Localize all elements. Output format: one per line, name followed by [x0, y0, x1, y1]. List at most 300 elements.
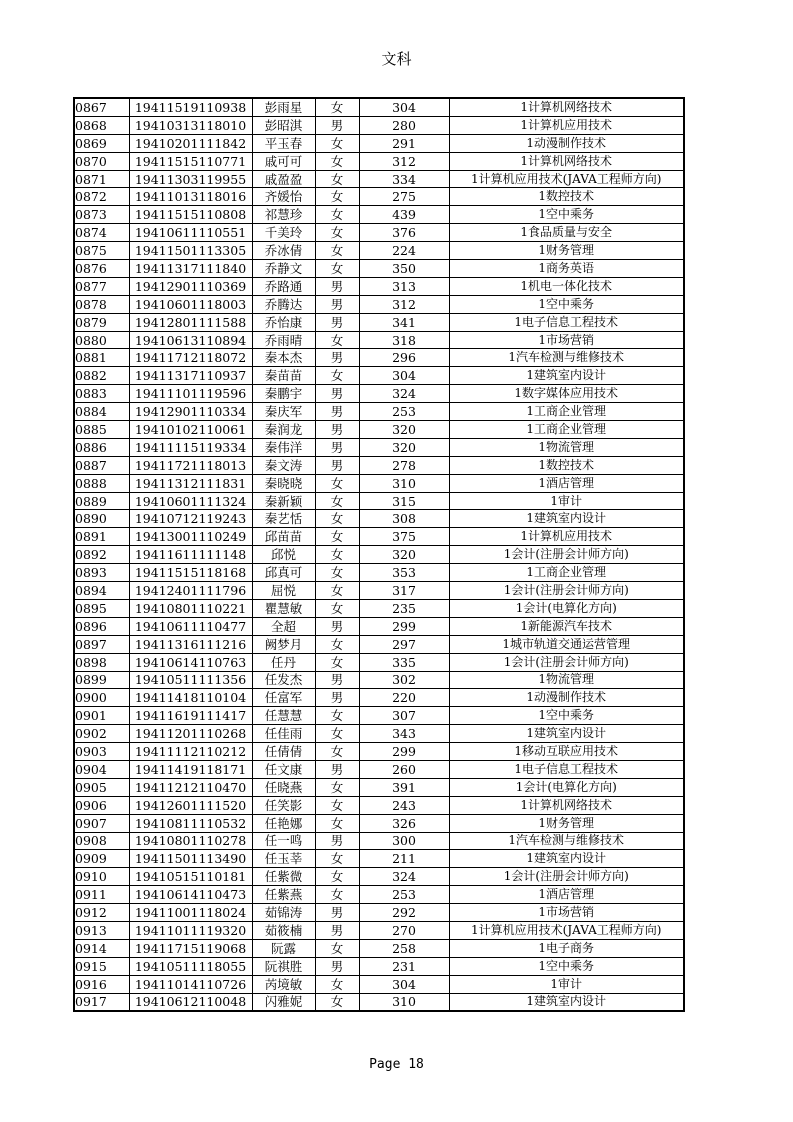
exam-id-cell: 19410601111324 — [129, 492, 252, 510]
score-cell: 310 — [359, 474, 449, 492]
major-cell: 1空中乘务 — [449, 295, 684, 313]
exam-id-cell: 19412901110334 — [129, 403, 252, 421]
name-cell: 乔静文 — [252, 260, 315, 278]
major-cell: 1工商企业管理 — [449, 421, 684, 439]
table-row — [74, 993, 684, 1011]
table-row — [74, 832, 684, 850]
name-cell: 乔冰倩 — [252, 242, 315, 260]
seq-cell: 0887 — [74, 456, 129, 474]
table-row — [74, 492, 684, 510]
major-cell: 1工商企业管理 — [449, 403, 684, 421]
gender-cell: 女 — [315, 707, 359, 725]
seq-cell: 0888 — [74, 474, 129, 492]
score-cell: 275 — [359, 188, 449, 206]
gender-cell: 男 — [315, 116, 359, 134]
major-cell: 1计算机应用技术 — [449, 528, 684, 546]
table-row — [74, 152, 684, 170]
gender-cell: 女 — [315, 331, 359, 349]
seq-cell: 0915 — [74, 957, 129, 975]
score-cell: 280 — [359, 116, 449, 134]
name-cell: 任佳雨 — [252, 725, 315, 743]
seq-cell: 0885 — [74, 421, 129, 439]
score-cell: 308 — [359, 510, 449, 528]
name-cell: 秦苗苗 — [252, 367, 315, 385]
seq-cell: 0882 — [74, 367, 129, 385]
table-row — [74, 421, 684, 439]
table-body — [74, 98, 684, 1011]
gender-cell: 女 — [315, 510, 359, 528]
table-row — [74, 474, 684, 492]
score-cell: 320 — [359, 438, 449, 456]
seq-cell: 0871 — [74, 170, 129, 188]
score-cell: 317 — [359, 582, 449, 600]
name-cell: 秦润龙 — [252, 421, 315, 439]
gender-cell: 男 — [315, 385, 359, 403]
seq-cell: 0877 — [74, 277, 129, 295]
score-cell: 299 — [359, 743, 449, 761]
gender-cell: 女 — [315, 546, 359, 564]
seq-cell: 0910 — [74, 868, 129, 886]
seq-cell: 0878 — [74, 295, 129, 313]
gender-cell: 男 — [315, 760, 359, 778]
major-cell: 1计算机网络技术 — [449, 796, 684, 814]
score-cell: 318 — [359, 331, 449, 349]
seq-cell: 0903 — [74, 743, 129, 761]
seq-cell: 0876 — [74, 260, 129, 278]
exam-id-cell: 19411519110938 — [129, 98, 252, 116]
gender-cell: 女 — [315, 188, 359, 206]
exam-id-cell: 19410102110061 — [129, 421, 252, 439]
table-row — [74, 796, 684, 814]
major-cell: 1城市轨道交通运营管理 — [449, 635, 684, 653]
seq-cell: 0916 — [74, 975, 129, 993]
seq-cell: 0897 — [74, 635, 129, 653]
seq-cell: 0896 — [74, 617, 129, 635]
gender-cell: 男 — [315, 313, 359, 331]
score-cell: 353 — [359, 564, 449, 582]
table-row — [74, 743, 684, 761]
score-cell: 211 — [359, 850, 449, 868]
gender-cell: 男 — [315, 349, 359, 367]
seq-cell: 0891 — [74, 528, 129, 546]
gender-cell: 男 — [315, 277, 359, 295]
gender-cell: 男 — [315, 403, 359, 421]
major-cell: 1电子信息工程技术 — [449, 313, 684, 331]
score-cell: 296 — [359, 349, 449, 367]
name-cell: 邱苗苗 — [252, 528, 315, 546]
exam-id-cell: 19411014110726 — [129, 975, 252, 993]
exam-id-cell: 19410515110181 — [129, 868, 252, 886]
score-cell: 312 — [359, 295, 449, 313]
major-cell: 1会计(注册会计师方向) — [449, 868, 684, 886]
score-cell: 375 — [359, 528, 449, 546]
exam-id-cell: 19410614110763 — [129, 653, 252, 671]
name-cell: 芮境敏 — [252, 975, 315, 993]
name-cell: 秦鹏宇 — [252, 385, 315, 403]
major-cell: 1会计(注册会计师方向) — [449, 546, 684, 564]
score-cell: 391 — [359, 778, 449, 796]
major-cell: 1计算机网络技术 — [449, 152, 684, 170]
name-cell: 秦艺恬 — [252, 510, 315, 528]
gender-cell: 女 — [315, 599, 359, 617]
gender-cell: 女 — [315, 635, 359, 653]
seq-cell: 0881 — [74, 349, 129, 367]
exam-id-cell: 19411515118168 — [129, 564, 252, 582]
exam-id-cell: 19411101119596 — [129, 385, 252, 403]
name-cell: 任艳娜 — [252, 814, 315, 832]
name-cell: 齐媛怡 — [252, 188, 315, 206]
major-cell: 1物流管理 — [449, 438, 684, 456]
seq-cell: 0904 — [74, 760, 129, 778]
major-cell: 1电子信息工程技术 — [449, 760, 684, 778]
score-cell: 376 — [359, 224, 449, 242]
major-cell: 1会计(电算化方向) — [449, 778, 684, 796]
seq-cell: 0894 — [74, 582, 129, 600]
score-cell: 320 — [359, 421, 449, 439]
major-cell: 1机电一体化技术 — [449, 277, 684, 295]
name-cell: 瞿慧敏 — [252, 599, 315, 617]
score-cell: 224 — [359, 242, 449, 260]
name-cell: 茹锦涛 — [252, 904, 315, 922]
major-cell: 1建筑室内设计 — [449, 993, 684, 1011]
major-cell: 1计算机应用技术 — [449, 116, 684, 134]
seq-cell: 0886 — [74, 438, 129, 456]
gender-cell: 女 — [315, 528, 359, 546]
score-cell: 291 — [359, 134, 449, 152]
gender-cell: 女 — [315, 367, 359, 385]
major-cell: 1物流管理 — [449, 671, 684, 689]
gender-cell: 女 — [315, 242, 359, 260]
name-cell: 秦新颖 — [252, 492, 315, 510]
table-row — [74, 224, 684, 242]
seq-cell: 0892 — [74, 546, 129, 564]
exam-id-cell: 19411011119320 — [129, 921, 252, 939]
table-row — [74, 939, 684, 957]
major-cell: 1酒店管理 — [449, 474, 684, 492]
name-cell: 任丹 — [252, 653, 315, 671]
seq-cell: 0868 — [74, 116, 129, 134]
seq-cell: 0890 — [74, 510, 129, 528]
major-cell: 1空中乘务 — [449, 206, 684, 224]
table-row — [74, 242, 684, 260]
name-cell: 茹筱楠 — [252, 921, 315, 939]
score-cell: 315 — [359, 492, 449, 510]
gender-cell: 女 — [315, 868, 359, 886]
table-row — [74, 134, 684, 152]
exam-id-cell: 19410801110221 — [129, 599, 252, 617]
name-cell: 任一鸣 — [252, 832, 315, 850]
table-row — [74, 814, 684, 832]
exam-id-cell: 19410611110551 — [129, 224, 252, 242]
major-cell: 1空中乘务 — [449, 707, 684, 725]
results-table — [73, 97, 685, 1012]
major-cell: 1市场营销 — [449, 904, 684, 922]
gender-cell: 男 — [315, 456, 359, 474]
table-row — [74, 671, 684, 689]
gender-cell: 女 — [315, 850, 359, 868]
seq-cell: 0870 — [74, 152, 129, 170]
gender-cell: 女 — [315, 492, 359, 510]
major-cell: 1数字媒体应用技术 — [449, 385, 684, 403]
score-cell: 292 — [359, 904, 449, 922]
exam-id-cell: 19411418110104 — [129, 689, 252, 707]
gender-cell: 男 — [315, 832, 359, 850]
gender-cell: 女 — [315, 725, 359, 743]
name-cell: 秦本杰 — [252, 349, 315, 367]
score-cell: 334 — [359, 170, 449, 188]
major-cell: 1数控技术 — [449, 188, 684, 206]
name-cell: 乔怡康 — [252, 313, 315, 331]
major-cell: 1财务管理 — [449, 814, 684, 832]
exam-id-cell: 19410511111356 — [129, 671, 252, 689]
name-cell: 任富军 — [252, 689, 315, 707]
score-cell: 313 — [359, 277, 449, 295]
table-row — [74, 98, 684, 116]
table-row — [74, 653, 684, 671]
exam-id-cell: 19411712118072 — [129, 349, 252, 367]
major-cell: 1电子商务 — [449, 939, 684, 957]
gender-cell: 女 — [315, 98, 359, 116]
table-row — [74, 277, 684, 295]
table-row — [74, 778, 684, 796]
name-cell: 秦庆军 — [252, 403, 315, 421]
major-cell: 1审计 — [449, 492, 684, 510]
major-cell: 1空中乘务 — [449, 957, 684, 975]
gender-cell: 女 — [315, 796, 359, 814]
gender-cell: 女 — [315, 975, 359, 993]
name-cell: 乔雨晴 — [252, 331, 315, 349]
exam-id-cell: 19411303119955 — [129, 170, 252, 188]
major-cell: 1数控技术 — [449, 456, 684, 474]
gender-cell: 男 — [315, 421, 359, 439]
gender-cell: 女 — [315, 743, 359, 761]
name-cell: 彭昭淇 — [252, 116, 315, 134]
major-cell: 1工商企业管理 — [449, 564, 684, 582]
name-cell: 任文康 — [252, 760, 315, 778]
name-cell: 全超 — [252, 617, 315, 635]
gender-cell: 女 — [315, 206, 359, 224]
major-cell: 1动漫制作技术 — [449, 134, 684, 152]
table-row — [74, 582, 684, 600]
name-cell: 乔腾达 — [252, 295, 315, 313]
exam-id-cell: 19411317110937 — [129, 367, 252, 385]
major-cell: 1会计(注册会计师方向) — [449, 653, 684, 671]
exam-id-cell: 19411501113305 — [129, 242, 252, 260]
score-cell: 350 — [359, 260, 449, 278]
table-row — [74, 546, 684, 564]
exam-id-cell: 19411316111216 — [129, 635, 252, 653]
exam-id-cell: 19411715119068 — [129, 939, 252, 957]
gender-cell: 男 — [315, 689, 359, 707]
table-row — [74, 904, 684, 922]
score-cell: 335 — [359, 653, 449, 671]
table-row — [74, 921, 684, 939]
score-cell: 343 — [359, 725, 449, 743]
gender-cell: 女 — [315, 152, 359, 170]
table-row — [74, 868, 684, 886]
exam-id-cell: 19410511118055 — [129, 957, 252, 975]
seq-cell: 0909 — [74, 850, 129, 868]
name-cell: 任玉莘 — [252, 850, 315, 868]
table-row — [74, 170, 684, 188]
name-cell: 千美玲 — [252, 224, 315, 242]
seq-cell: 0900 — [74, 689, 129, 707]
major-cell: 1新能源汽车技术 — [449, 617, 684, 635]
gender-cell: 男 — [315, 295, 359, 313]
name-cell: 秦文涛 — [252, 456, 315, 474]
seq-cell: 0893 — [74, 564, 129, 582]
exam-id-cell: 19411515110771 — [129, 152, 252, 170]
table-row — [74, 850, 684, 868]
table-row — [74, 886, 684, 904]
gender-cell: 女 — [315, 886, 359, 904]
seq-cell: 0902 — [74, 725, 129, 743]
exam-id-cell: 19411501113490 — [129, 850, 252, 868]
seq-cell: 0872 — [74, 188, 129, 206]
gender-cell: 女 — [315, 134, 359, 152]
table-row — [74, 188, 684, 206]
major-cell: 1建筑室内设计 — [449, 510, 684, 528]
name-cell: 阮露 — [252, 939, 315, 957]
exam-id-cell: 19411515110808 — [129, 206, 252, 224]
exam-id-cell: 19410611110477 — [129, 617, 252, 635]
name-cell: 平玉春 — [252, 134, 315, 152]
gender-cell: 女 — [315, 582, 359, 600]
score-cell: 304 — [359, 367, 449, 385]
exam-id-cell: 19410201111842 — [129, 134, 252, 152]
exam-id-cell: 19412601111520 — [129, 796, 252, 814]
score-cell: 304 — [359, 98, 449, 116]
seq-cell: 0907 — [74, 814, 129, 832]
exam-id-cell: 19411312111831 — [129, 474, 252, 492]
major-cell: 1建筑室内设计 — [449, 850, 684, 868]
score-cell: 300 — [359, 832, 449, 850]
score-cell: 324 — [359, 385, 449, 403]
name-cell: 戚盈盈 — [252, 170, 315, 188]
exam-id-cell: 19410613110894 — [129, 331, 252, 349]
seq-cell: 0912 — [74, 904, 129, 922]
major-cell: 1财务管理 — [449, 242, 684, 260]
major-cell: 1审计 — [449, 975, 684, 993]
exam-id-cell: 19410801110278 — [129, 832, 252, 850]
score-cell: 258 — [359, 939, 449, 957]
major-cell: 1动漫制作技术 — [449, 689, 684, 707]
name-cell: 乔路通 — [252, 277, 315, 295]
gender-cell: 女 — [315, 778, 359, 796]
name-cell: 秦伟洋 — [252, 438, 315, 456]
exam-id-cell: 19411317111840 — [129, 260, 252, 278]
score-cell: 304 — [359, 975, 449, 993]
score-cell: 312 — [359, 152, 449, 170]
score-cell: 302 — [359, 671, 449, 689]
table-row — [74, 403, 684, 421]
score-cell: 320 — [359, 546, 449, 564]
table-row — [74, 760, 684, 778]
score-cell: 231 — [359, 957, 449, 975]
major-cell: 1商务英语 — [449, 260, 684, 278]
table-row — [74, 707, 684, 725]
gender-cell: 女 — [315, 260, 359, 278]
seq-cell: 0873 — [74, 206, 129, 224]
exam-id-cell: 19411212110470 — [129, 778, 252, 796]
score-cell: 253 — [359, 403, 449, 421]
table-row — [74, 635, 684, 653]
gender-cell: 女 — [315, 564, 359, 582]
seq-cell: 0913 — [74, 921, 129, 939]
score-cell: 243 — [359, 796, 449, 814]
exam-id-cell: 19410614110473 — [129, 886, 252, 904]
exam-id-cell: 19411619111417 — [129, 707, 252, 725]
score-cell: 260 — [359, 760, 449, 778]
score-cell: 299 — [359, 617, 449, 635]
page-number: Page 18 — [369, 1057, 424, 1072]
table-row — [74, 367, 684, 385]
exam-id-cell: 19412901110369 — [129, 277, 252, 295]
name-cell: 任紫燕 — [252, 886, 315, 904]
table-row — [74, 957, 684, 975]
name-cell: 任笑影 — [252, 796, 315, 814]
exam-id-cell: 19412801111588 — [129, 313, 252, 331]
score-cell: 270 — [359, 921, 449, 939]
exam-id-cell: 19411721118013 — [129, 456, 252, 474]
table-row — [74, 385, 684, 403]
name-cell: 闪雅妮 — [252, 993, 315, 1011]
name-cell: 邱真可 — [252, 564, 315, 582]
gender-cell: 女 — [315, 939, 359, 957]
gender-cell: 男 — [315, 438, 359, 456]
gender-cell: 女 — [315, 814, 359, 832]
major-cell: 1酒店管理 — [449, 886, 684, 904]
exam-id-cell: 19410612110048 — [129, 993, 252, 1011]
seq-cell: 0911 — [74, 886, 129, 904]
name-cell: 屈悦 — [252, 582, 315, 600]
score-cell: 297 — [359, 635, 449, 653]
gender-cell: 男 — [315, 904, 359, 922]
name-cell: 秦晓晓 — [252, 474, 315, 492]
major-cell: 1市场营销 — [449, 331, 684, 349]
major-cell: 1计算机应用技术(JAVA工程师方向) — [449, 170, 684, 188]
name-cell: 任晓燕 — [252, 778, 315, 796]
exam-id-cell: 19411112110212 — [129, 743, 252, 761]
gender-cell: 男 — [315, 957, 359, 975]
major-cell: 1建筑室内设计 — [449, 725, 684, 743]
seq-cell: 0869 — [74, 134, 129, 152]
gender-cell: 女 — [315, 474, 359, 492]
exam-id-cell: 19411001118024 — [129, 904, 252, 922]
table-row — [74, 313, 684, 331]
major-cell: 1会计(注册会计师方向) — [449, 582, 684, 600]
seq-cell: 0874 — [74, 224, 129, 242]
name-cell: 邱悦 — [252, 546, 315, 564]
seq-cell: 0880 — [74, 331, 129, 349]
seq-cell: 0899 — [74, 671, 129, 689]
table-row — [74, 510, 684, 528]
exam-id-cell: 19410811110532 — [129, 814, 252, 832]
table-row — [74, 295, 684, 313]
seq-cell: 0906 — [74, 796, 129, 814]
table-row — [74, 528, 684, 546]
table-row — [74, 689, 684, 707]
table-row — [74, 564, 684, 582]
name-cell: 阙梦月 — [252, 635, 315, 653]
table-row — [74, 116, 684, 134]
score-cell: 307 — [359, 707, 449, 725]
name-cell: 祁慧珍 — [252, 206, 315, 224]
major-cell: 1建筑室内设计 — [449, 367, 684, 385]
name-cell: 任倩倩 — [252, 743, 315, 761]
table-row — [74, 206, 684, 224]
page-title: 文科 — [381, 50, 412, 68]
